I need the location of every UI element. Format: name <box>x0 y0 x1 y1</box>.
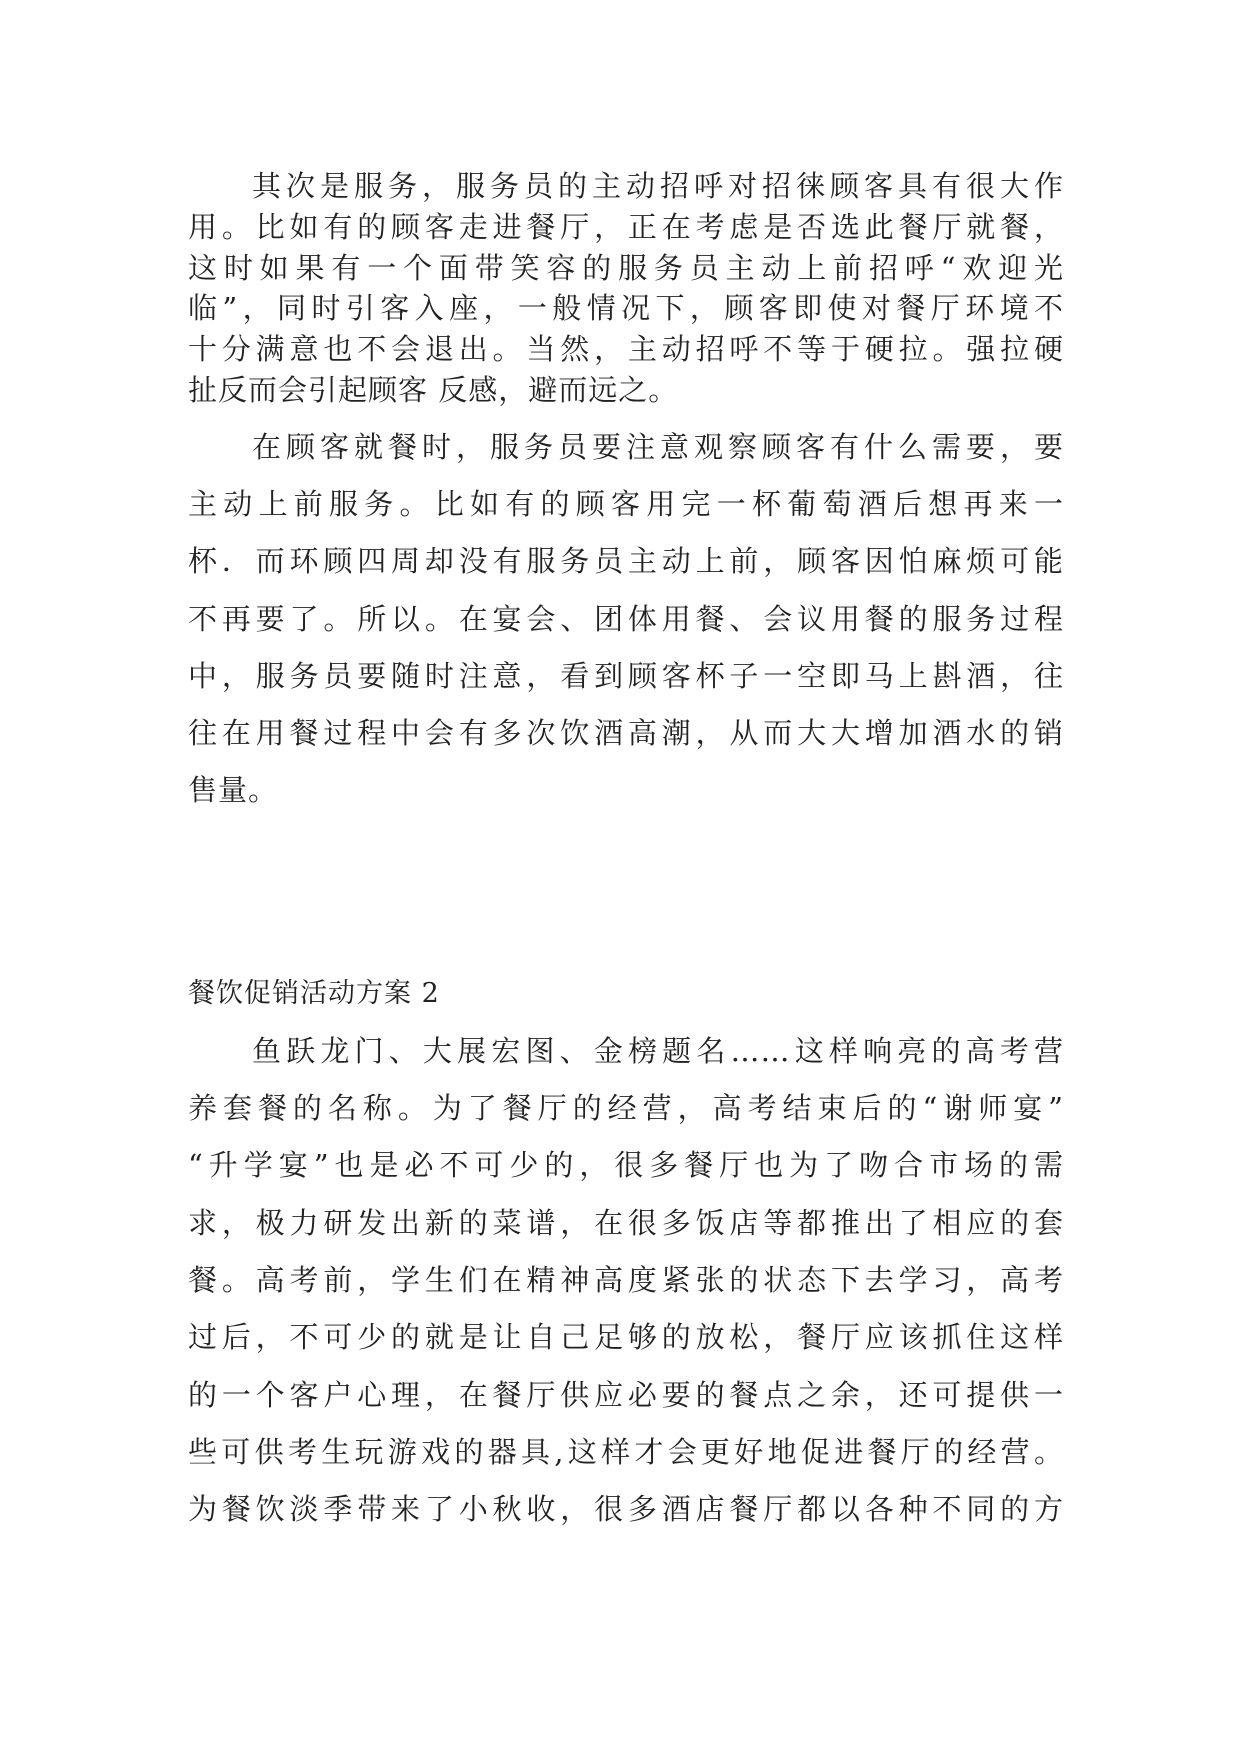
paragraph-1-line-1: 其次是服务，服务员的主动招呼对招徕顾客具有很大作 <box>252 169 1064 203</box>
paragraph-1-line-3: 这时如果有一个面带笑容的服务员主动上前招呼“欢迎光 <box>188 251 1064 285</box>
paragraph-2-line-1: 在顾客就餐时，服务员要注意观察顾客有什么需要，要 <box>252 430 1064 464</box>
paragraph-3-line-2: 养套餐的名称。为了餐厅的经营，高考结束后的“谢师宴” <box>188 1091 1064 1125</box>
paragraph-2-line-6: 往在用餐过程中会有多次饮酒高潮，从而大大增加酒水的销 <box>188 716 1064 750</box>
paragraph-3-line-4: 求，极力研发出新的菜谱，在很多饭店等都推出了相应的套 <box>188 1206 1064 1240</box>
paragraph-1-line-6: 扯反而会引起顾客 反感，避而远之。 <box>188 373 679 407</box>
paragraph-1-line-5: 十分满意也不会退出。当然，主动招呼不等于硬拉。强拉硬 <box>188 332 1064 366</box>
paragraph-3-line-7: 的一个客户心理，在餐厅供应必要的餐点之余，还可提供一 <box>188 1378 1064 1412</box>
paragraph-3-line-3: “升学宴”也是必不可少的，很多餐厅也为了吻合市场的需 <box>188 1148 1064 1182</box>
paragraph-3-line-8: 些可供考生玩游戏的器具,这样才会更好地促进餐厅的经营。 <box>188 1435 1064 1469</box>
paragraph-3-line-5: 餐。高考前，学生们在精神高度紧张的状态下去学习，高考 <box>188 1263 1064 1297</box>
paragraph-2-line-5: 中，服务员要随时注意，看到顾客杯子一空即马上斟酒，往 <box>188 659 1064 693</box>
paragraph-2-line-3: 杯．而环顾四周却没有服务员主动上前，顾客因怕麻烦可能 <box>188 544 1064 578</box>
paragraph-3-line-6: 过后，不可少的就是让自己足够的放松，餐厅应该抓住这样 <box>188 1320 1064 1354</box>
paragraph-2-line-4: 不再要了。所以。在宴会、团体用餐、会议用餐的服务过程 <box>188 602 1064 636</box>
section-heading: 餐饮促销活动方案 2 <box>188 978 440 1009</box>
paragraph-2-line-2: 主动上前服务。比如有的顾客用完一杯葡萄酒后想再来一 <box>188 487 1064 521</box>
paragraph-1-line-4: 临”，同时引客入座，一般情况下，顾客即使对餐厅环境不 <box>188 291 1064 325</box>
paragraph-1-line-2: 用。比如有的顾客走进餐厅，正在考虑是否选此餐厅就餐， <box>188 210 1064 244</box>
paragraph-2-line-7: 售量。 <box>188 773 279 807</box>
paragraph-3-line-9: 为餐饮淡季带来了小秋收，很多酒店餐厅都以各种不同的方 <box>188 1492 1064 1526</box>
paragraph-3-line-1: 鱼跃龙门、大展宏图、金榜题名……这样响亮的高考营 <box>252 1034 1064 1068</box>
